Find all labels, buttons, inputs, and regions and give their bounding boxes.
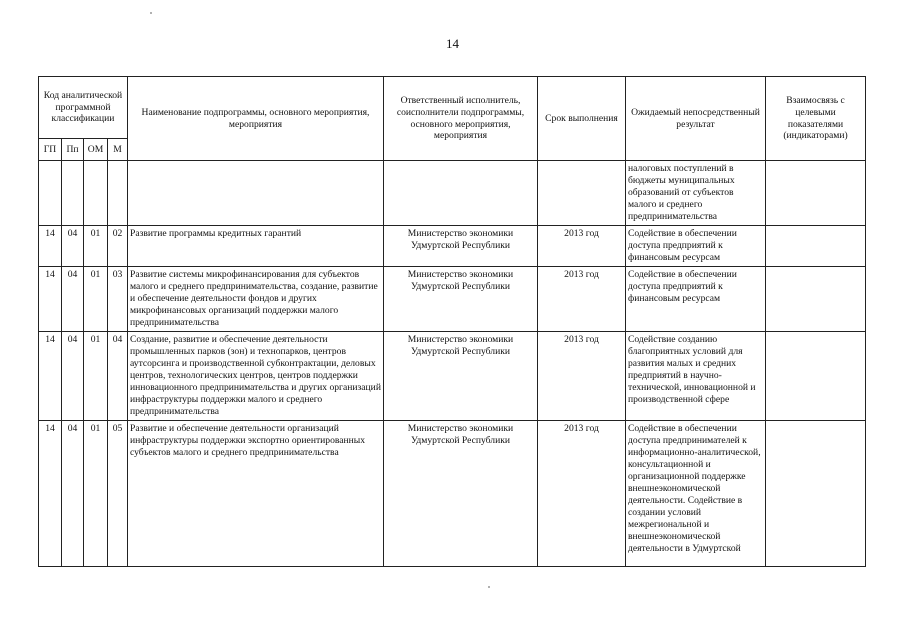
header-relation: Взаимосвязь с целевыми показателями (индикаторами) <box>766 77 866 161</box>
cell-empty <box>538 161 626 226</box>
cell-relation <box>766 161 866 226</box>
cell-gp: 14 <box>39 331 62 420</box>
cell-empty <box>384 161 538 226</box>
cell-result: Содействие в обеспечении доступа предприятий к финансовым ресурсам <box>626 225 766 266</box>
header-code-pp: Пп <box>62 139 84 161</box>
cell-executor: Министерство экономики Удмуртской Республики <box>384 420 538 566</box>
cell-om: 01 <box>84 420 108 566</box>
cell-relation <box>766 420 866 566</box>
cell-result: Содействие в обеспечении доступа предприятий к финансовым ресурсам <box>626 266 766 331</box>
table-row <box>39 225 866 266</box>
header-code-om: ОМ <box>84 139 108 161</box>
cell-relation <box>766 331 866 420</box>
page-number: 14 <box>446 36 459 51</box>
cell-gp: 14 <box>39 266 62 331</box>
cell-name: Развитие программы кредитных гарантий <box>128 225 384 266</box>
header-code-group: Код аналитической программной классификации <box>39 77 128 139</box>
cell-name: Развитие и обеспечение деятельности организаций инфраструктуры поддержки экспортно ориентированных субъектов малого и среднего предпринимательства <box>128 420 384 566</box>
cell-empty <box>84 161 108 226</box>
table-row <box>39 331 866 420</box>
cell-pp: 04 <box>62 266 84 331</box>
cell-gp: 14 <box>39 420 62 566</box>
cell-empty <box>62 161 84 226</box>
table-row <box>39 266 866 331</box>
cell-m: 05 <box>108 420 128 566</box>
header-code-gp: ГП <box>39 139 62 161</box>
table-row <box>39 420 866 566</box>
cell-m: 02 <box>108 225 128 266</box>
cell-empty <box>128 161 384 226</box>
cell-executor: Министерство экономики Удмуртской Республики <box>384 331 538 420</box>
header-code-m: М <box>108 139 128 161</box>
cell-om: 01 <box>84 331 108 420</box>
cell-om: 01 <box>84 266 108 331</box>
header-name: Наименование подпрограммы, основного мероприятия, мероприятия <box>128 77 384 161</box>
table-row-continuation <box>39 161 866 226</box>
cell-gp: 14 <box>39 225 62 266</box>
cell-om: 01 <box>84 225 108 266</box>
header-executor: Ответственный исполнитель, соисполнители подпрограммы, основного мероприятия, мероприятия <box>384 77 538 161</box>
cell-term: 2013 год <box>538 331 626 420</box>
cell-result: налоговых поступлений в бюджеты муниципальных образований от субъектов малого и среднего предпринимательства <box>626 161 766 226</box>
header-row <box>39 77 866 139</box>
header-result: Ожидаемый непосредственный результат <box>626 77 766 161</box>
cell-name: Создание, развитие и обеспечение деятельности промышленных парков (зон) и технопарков, центров аутсорсинга и производственной субконтрактации, деловых центров, технологических центров, центров поддержки инновационного предпринимательства и других организаций инфраструктуры поддержки малого и среднего предпринимательства <box>128 331 384 420</box>
cell-pp: 04 <box>62 225 84 266</box>
cell-term: 2013 год <box>538 266 626 331</box>
cell-result: Содействие созданию благоприятных условий для развития малых и средних предприятий в научно-технической, инновационной и производственной сфере <box>626 331 766 420</box>
cell-empty <box>39 161 62 226</box>
cell-m: 04 <box>108 331 128 420</box>
cell-term: 2013 год <box>538 225 626 266</box>
cell-executor: Министерство экономики Удмуртской Республики <box>384 225 538 266</box>
cell-pp: 04 <box>62 331 84 420</box>
scan-speck <box>150 12 152 14</box>
header-term: Срок выполнения <box>538 77 626 161</box>
program-table <box>38 76 866 567</box>
cell-relation <box>766 225 866 266</box>
cell-pp: 04 <box>62 420 84 566</box>
cell-m: 03 <box>108 266 128 331</box>
cell-empty <box>108 161 128 226</box>
cell-term: 2013 год <box>538 420 626 566</box>
cell-name: Развитие системы микрофинансирования для субъектов малого и среднего предпринимательства, создание, развитие и обеспечение деятельности фондов и других микрофинансовых организаций поддержки малого предпринимательства <box>128 266 384 331</box>
scan-speck <box>488 586 490 588</box>
cell-result: Содействие в обеспечении доступа предпринимателей к информационно-аналитической, консультационной и организационной поддержке внешнеэкономической деятельности. Содействие в создании условий межрегиональной и внешнеэкономической деятельности в Удмуртской <box>626 420 766 566</box>
cell-executor: Министерство экономики Удмуртской Республики <box>384 266 538 331</box>
cell-relation <box>766 266 866 331</box>
